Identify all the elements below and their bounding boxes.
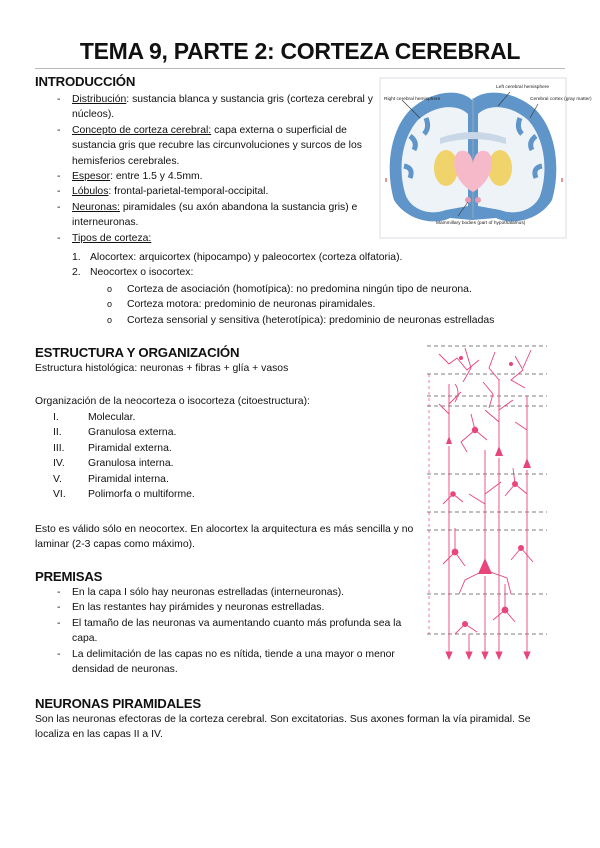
list-item: - Neuronas: piramidales (su axón abandona la sustancia gris) e interneuronas. (35, 200, 377, 231)
premisas-block (35, 585, 420, 677)
layers-block (35, 410, 420, 502)
cortex-types-block (35, 250, 565, 328)
label-left-hemisphere: Left cerebral hemisphere (496, 85, 550, 90)
list-item: o Corteza de asociación (homotípica): no predomina ningún tipo de neurona. (35, 282, 565, 297)
list-item: - Tipos de corteza: (35, 231, 377, 246)
list-item: V. Piramidal interna. (53, 473, 169, 485)
title-divider (35, 68, 565, 69)
section-heading-introduccion: INTRODUCCIÓN (35, 74, 136, 89)
list-item: IV. Granulosa interna. (53, 458, 174, 470)
neocortex-list (35, 282, 565, 328)
list-item: o Corteza sensorial y sensitiva (heterotípica): predominio de neuronas estrelladas (35, 313, 565, 328)
label-cerebral-cortex: Cerebral cortex (gray matter) (530, 97, 592, 102)
list-item: 1. Alocortex: arquicortex (hipocampo) y paleocortex (corteza olfatoria). (72, 252, 403, 263)
estructura-note: Esto es válido sólo en neocortex. En alocortex la arquitectura es más sencilla y no laminar (2-3 capas como máximo). (35, 524, 414, 551)
cortex-layers-list (35, 410, 420, 502)
cortex-layers-neuron-figure (425, 334, 549, 668)
list-item: - Lóbulos: frontal-parietal-temporal-occipital. (35, 184, 377, 199)
list-item: o Corteza motora: predominio de neuronas piramidales. (35, 297, 565, 312)
section-heading-premisas: PREMISAS (35, 569, 103, 584)
list-item: 2. Neocortex o isocortex: (72, 267, 194, 279)
page-title: TEMA 9, PARTE 2: CORTEZA CEREBRAL (79, 38, 521, 64)
list-item: - El tamaño de las neuronas va aumentando cuanto más profunda sea la capa. (35, 616, 420, 647)
intro-list-block (35, 92, 377, 246)
list-item: III. Piramidal externa. (53, 442, 172, 454)
cortex-types-list (35, 250, 565, 281)
label-mammillary: Mammillary bodies (part of hypothalamus) (436, 221, 526, 226)
piramidales-text: Son las neuronas efectoras de la corteza cerebral. Son excitatorias. Sus axones forman la vía piramidal. Se localiza en las capas II a IV. (35, 714, 531, 741)
section-heading-piramidales: NEURONAS PIRAMIDALES (35, 696, 201, 711)
section-heading-estructura: ESTRUCTURA Y ORGANIZACIÓN (35, 345, 240, 360)
list-item: - Espesor: entre 1.5 y 4.5mm. (35, 169, 377, 184)
list-item: - En la capa I sólo hay neuronas estrelladas (interneuronas). (35, 585, 420, 600)
label-right-hemisphere: Right cerebral hemisphere (384, 97, 441, 102)
list-item: - En las restantes hay pirámides y neuronas estrelladas. (35, 600, 420, 615)
list-item: II. Granulosa externa. (53, 427, 177, 439)
estructura-line2: Organización de la neocorteza o isocorteza (citoestructura): (35, 396, 310, 407)
intro-list (35, 92, 377, 246)
brain-coronal-section-figure (380, 78, 592, 238)
list-item: - Distribución: sustancia blanca y sustancia gris (corteza cerebral y núcleos). (35, 92, 377, 123)
estructura-line1: Estructura histológica: neuronas + fibras + glía + vasos (35, 363, 289, 374)
list-item: I. Molecular. (53, 412, 136, 423)
list-item: - Concepto de corteza cerebral: capa externa o superficial de sustancia gris que recubre las circunvoluciones y surcos de los hemisferios cerebrales. (35, 123, 377, 169)
list-item: VI. Polimorfa o multiforme. (53, 489, 195, 501)
premisas-list (35, 585, 420, 677)
list-item: - La delimitación de las capas no es nítida, tiende a una mayor o menor densidad de neuronas. (35, 647, 420, 678)
